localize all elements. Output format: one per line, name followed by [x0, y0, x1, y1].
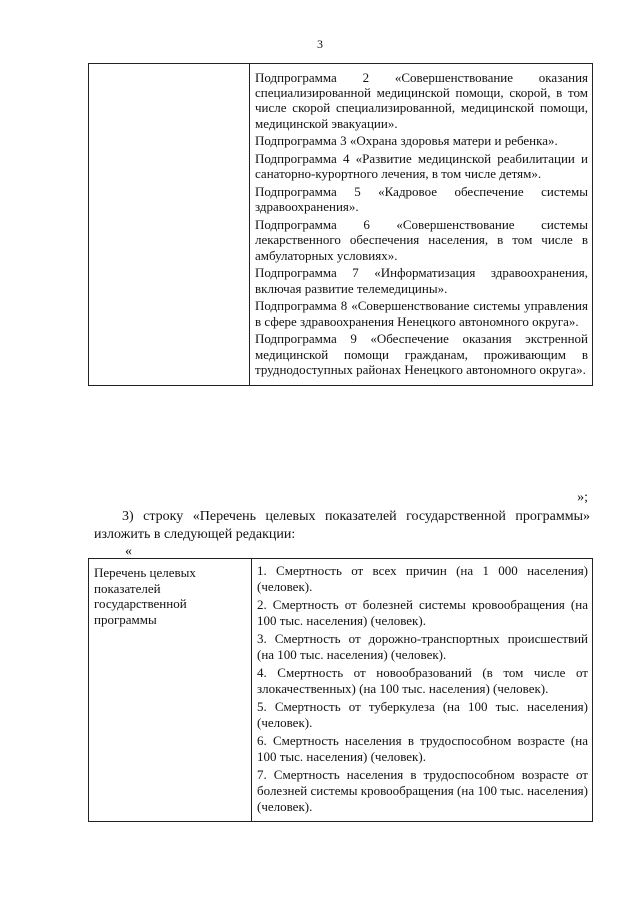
indicators-list-cell — [252, 559, 593, 822]
indicators-label: Перечень целевых показателей государственной программы — [94, 565, 196, 627]
table-row — [89, 559, 593, 822]
indicator-1: 1. Смертность от всех причин (на 1 000 населения) (человек). — [257, 563, 588, 594]
indicator-6: 6. Смертность населения в трудоспособном возрасте (на 100 тыс. населения) (человек). — [257, 733, 588, 764]
subprogram-3: Подпрограмма 3 «Охрана здоровья матери и ребенка». — [255, 133, 558, 149]
subprogram-6: Подпрограмма 6 «Совершенствование системы лекарственного обеспечения населения, в том числе в амбулаторных условиях». — [255, 217, 588, 263]
subprogram-7: Подпрограмма 7 «Информатизация здравоохранения, включая развитие телемедицины». — [255, 265, 588, 296]
subprogram-8: Подпрограмма 8 «Совершенствование системы управления в сфере здравоохранения Ненецкого автономного округа». — [255, 298, 588, 329]
closing-quote: »; — [577, 490, 588, 505]
subprograms-table — [88, 63, 593, 386]
opening-quote: « — [125, 544, 132, 559]
indicator-4: 4. Смертность от новообразований (в том числе от злокачественных) (на 100 тыс. населения) (человек). — [257, 665, 588, 696]
subprogram-9: Подпрограмма 9 «Обеспечение оказания экстренной медицинской помощи гражданам, проживающим в труднодоступных районах Ненецкого автономного округа». — [255, 331, 588, 377]
subprogram-2: Подпрограмма 2 «Совершенствование оказания специализированной медицинской помощи, скорой, в том числе скорой специализированной, медицинской помощи, медицинской эвакуации». — [255, 70, 588, 131]
amendment-paragraph: 3) строку «Перечень целевых показателей государственной программы» изложить в следующей редакции: — [94, 509, 590, 542]
indicator-7: 7. Смертность населения в трудоспособном возрасте от болезней системы кровообращения (на 100 тыс. населения) (человек). — [257, 767, 588, 814]
subprograms-cell — [250, 64, 593, 386]
page-number: 3 — [317, 37, 323, 51]
indicators-table — [88, 558, 593, 822]
indicators-label-cell — [89, 559, 252, 822]
indicator-3: 3. Смертность от дорожно-транспортных происшествий (на 100 тыс. населения) (человек). — [257, 631, 588, 662]
table-row — [89, 64, 593, 386]
empty-label-cell — [89, 64, 250, 386]
subprogram-5: Подпрограмма 5 «Кадровое обеспечение системы здравоохранения». — [255, 184, 588, 215]
indicator-2: 2. Смертность от болезней системы кровообращения (на 100 тыс. населения) (человек). — [257, 597, 588, 628]
indicator-5: 5. Смертность от туберкулеза (на 100 тыс. населения) (человек). — [257, 699, 588, 730]
subprogram-4: Подпрограмма 4 «Развитие медицинской реабилитации и санаторно-курортного лечения, в том числе детям». — [255, 151, 588, 182]
